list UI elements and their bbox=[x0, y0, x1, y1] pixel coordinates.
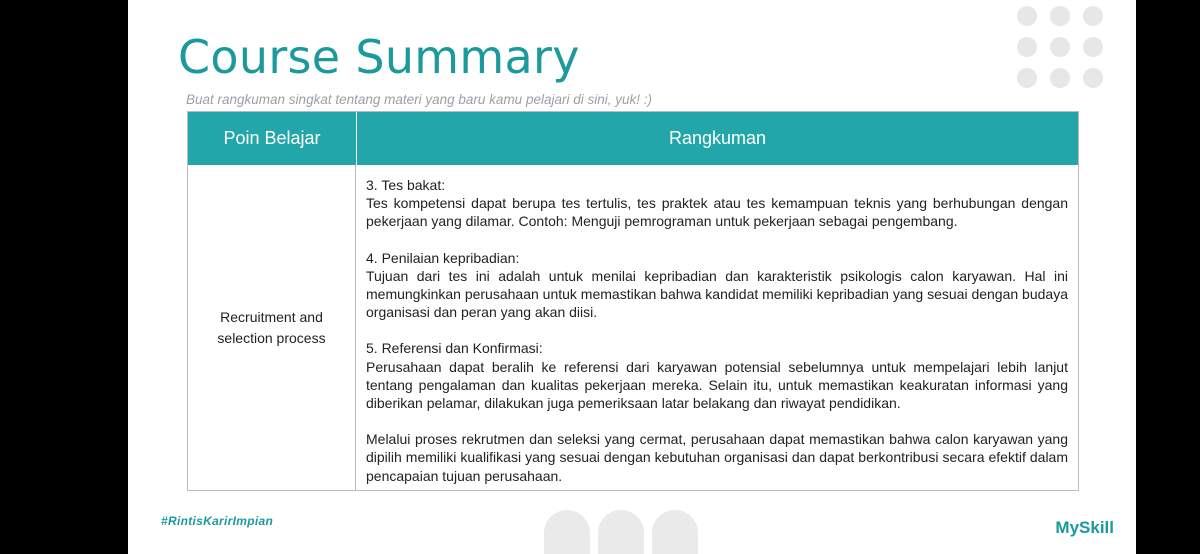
summary-paragraph bbox=[366, 339, 1068, 412]
summary-paragraph bbox=[366, 430, 1068, 485]
hashtag-label: #RintisKarirImpian bbox=[161, 514, 274, 528]
paragraph-heading: 3. Tes bakat: bbox=[366, 177, 446, 193]
header-poin-belajar: Poin Belajar bbox=[188, 112, 357, 165]
slide bbox=[128, 0, 1136, 554]
brand-logo: MySkill bbox=[1055, 518, 1114, 537]
paragraph-heading: 5. Referensi dan Konfirmasi: bbox=[366, 340, 543, 357]
paragraph-text: Melalui proses rekrutmen dan seleksi yang cermat, perusahaan dapat memastikan bahwa calon karyawan yang dipilih memiliki kualifikasi yang sesuai dengan kebutuhan organisasi dan dapat berkontribusi secara efektif dalam pencapaian tujuan perusahaan. bbox=[366, 431, 1068, 484]
paragraph-heading: 4. Penilaian kepribadian: bbox=[366, 249, 520, 266]
paragraph-text: Tes kompetensi dapat berupa tes tertulis, tes praktek atau tes kemampuan teknis yang berhubungan dengan pekerjaan yang dilamar. Contoh: Menguji pemrograman untuk pekerjaan sebagai pengembang. bbox=[366, 195, 1068, 230]
summary-cell bbox=[356, 165, 1078, 490]
page-title: Course Summary bbox=[178, 30, 580, 84]
paragraph-text: Perusahaan dapat beralih ke referensi dari karyawan potensial sebelumnya untuk mempelajari lebih lanjut tentang pengalaman dan kualitas pekerjaan mereka. Selain itu, untuk memastikan keakuratan informasi yang diberikan pelamar, dilakukan juga pemeriksaan latar belakang dan riwayat pendidikan. bbox=[366, 358, 1068, 412]
summary-paragraph bbox=[366, 176, 1068, 231]
topic-cell: Recruitment and selection process bbox=[188, 165, 356, 490]
summary-table bbox=[187, 111, 1079, 491]
table-row bbox=[188, 165, 1078, 490]
paragraph-text: Tujuan dari tes ini adalah untuk menilai kepribadian dan karakteristik psikologis calon karyawan. Hal ini memungkinkan perusahaan untuk memastikan bahwa kandidat memiliki kepribadian yang sesuai dengan budaya organisasi dan peran yang akan diisi. bbox=[366, 267, 1068, 321]
table-header bbox=[188, 112, 1078, 165]
summary-paragraph bbox=[366, 249, 1068, 322]
page-subtitle: Buat rangkuman singkat tentang materi yang baru kamu pelajari di sini, yuk! :) bbox=[186, 92, 652, 107]
decorative-dots bbox=[1017, 6, 1112, 91]
header-rangkuman: Rangkuman bbox=[668, 128, 767, 148]
decorative-arches bbox=[544, 510, 704, 554]
